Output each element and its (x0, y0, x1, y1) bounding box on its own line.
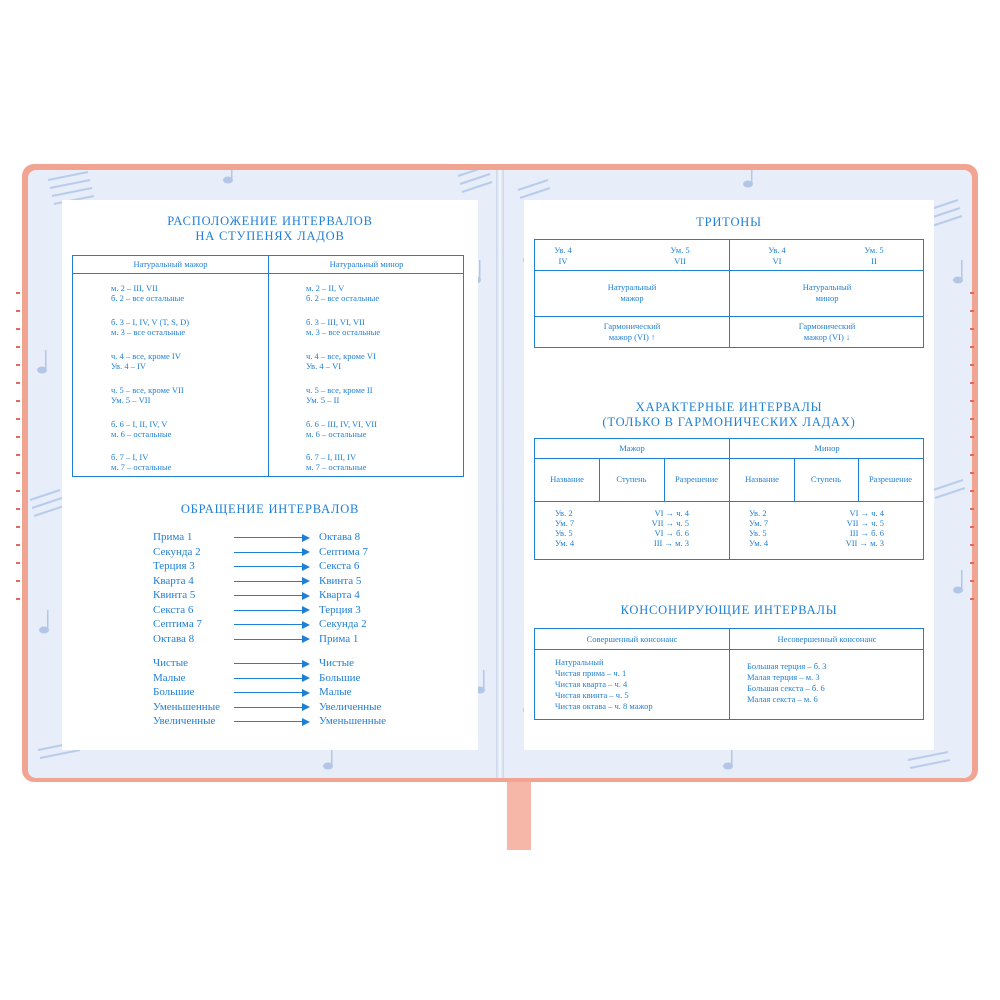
tritone-cell: IV (558, 256, 568, 266)
interval-name: Септима 7 (153, 618, 202, 630)
minor-cell: ч. 4 – все, кроме VI Ув. 4 – VI (306, 351, 376, 371)
arrow-right-icon (234, 617, 310, 632)
arrow-right-icon (234, 545, 310, 560)
interval-name: Секунда 2 (319, 618, 367, 630)
quality-name: Чистые (153, 657, 188, 669)
minor-cell: б. 6 – III, IV, VI, VII м. 6 – остальные (306, 419, 377, 439)
major-header: Натуральный мажор (133, 259, 208, 269)
minor-cell: б. 3 – III, VI, VII м. 3 – все остальные (306, 317, 381, 337)
arrow-right-icon (234, 632, 310, 647)
imperfect-list: Большая терция – б. 3 Малая терция – м. 3 Большая секста – б. 6 Малая секста – м. 6 (747, 661, 827, 704)
interval-name: Терция 3 (319, 603, 361, 616)
placement-subtitle: НА СТУПЕНЯХ ЛАДОВ (195, 229, 345, 243)
quality-name: Малые (319, 686, 352, 698)
quality-right-list (319, 656, 386, 729)
arrow-right-icon (234, 574, 310, 589)
arrow-right-icon (234, 700, 310, 715)
quality-name: Большие (153, 686, 195, 698)
interval-name: Секста 6 (153, 603, 194, 616)
quality-name: Большие (319, 671, 361, 684)
placement-title: РАСПОЛОЖЕНИЕ ИНТЕРВАЛОВ (167, 214, 373, 228)
consonant-table (534, 628, 924, 720)
inversion-title: ОБРАЩЕНИЕ ИНТЕРВАЛОВ (180, 502, 360, 516)
quality-name: Уменьшенные (319, 715, 386, 727)
column-header: Ступень (810, 474, 842, 484)
minor-cell: б. 7 – I, III, IV м. 7 – остальные (306, 452, 367, 472)
arrow-right-icon (234, 559, 310, 574)
interval-name: Квинта 5 (319, 574, 362, 587)
column-header: Название (745, 474, 779, 484)
characteristic-subtitle: (ТОЛЬКО В ГАРМОНИЧЕСКИХ ЛАДАХ) (602, 415, 856, 429)
arrow-right-icon (234, 588, 310, 603)
tritone-cell: Ув. 4 (554, 245, 572, 255)
tritone-cell: Ув. 4 (768, 245, 786, 255)
major-cell: б. 7 – I, IV м. 7 – остальные (111, 452, 172, 472)
quality-name: Увеличенные (319, 700, 382, 713)
quality-name: Уменьшенные (153, 700, 220, 713)
interval-resolutions: VI → ч. 4 VII → ч. 5 VI → б. 6 III → м. 3 (651, 508, 689, 548)
perfect-header: Совершенный консонанс (586, 634, 678, 644)
minor-header: Натуральный минор (329, 259, 404, 269)
major-cell: ч. 5 – все, кроме VII Ум. 5 – VII (111, 385, 184, 405)
interval-name: Кварта 4 (319, 589, 360, 601)
inversion-right-list (319, 530, 368, 646)
characteristic-table (534, 438, 924, 560)
arrow-right-icon (234, 656, 310, 671)
tritone-cell: Ум. 5 (864, 245, 884, 255)
tritone-cell: Натуральный минор (802, 282, 852, 303)
elastic-band-left (16, 292, 20, 602)
tritones-table (534, 239, 924, 348)
imperfect-header: Несовершенный консонанс (777, 634, 877, 644)
interval-name: Септима 7 (319, 545, 368, 558)
interval-name: Октава 8 (319, 531, 361, 543)
perfect-list: Натуральный Чистая прима – ч. 1 Чистая кварта – ч. 4 Чистая квинта – ч. 5 Чистая октава – ч. 8 мажор (555, 657, 653, 711)
major-cell: ч. 4 – все, кроме IV Ув. 4 – IV (111, 351, 181, 371)
quality-name: Малые (153, 671, 186, 684)
interval-name: Прима 1 (153, 531, 193, 543)
quality-name: Увеличенные (153, 715, 216, 727)
arrow-right-icon (234, 714, 310, 729)
elastic-band-right (970, 292, 974, 602)
major-header: Мажор (619, 443, 645, 453)
column-header: Ступень (616, 474, 647, 484)
interval-name: Секунда 2 (153, 545, 201, 558)
tritones-title: ТРИТОНЫ (696, 215, 762, 229)
consonant-title: КОНСОНИРУЮЩИЕ ИНТЕРВАЛЫ (620, 603, 838, 617)
interval-name: Секста 6 (319, 560, 360, 572)
column-header: Название (550, 474, 584, 484)
interval-names: Ув. 2 Ум. 7 Ув. 5 Ум. 4 (749, 508, 769, 548)
minor-cell: ч. 5 – все, кроме II Ум. 5 – II (306, 385, 373, 405)
characteristic-title: ХАРАКТЕРНЫЕ ИНТЕРВАЛЫ (635, 400, 823, 414)
tritone-cell: Гармонический мажор (VI) ↑ (603, 321, 661, 342)
interval-name: Октава 8 (153, 632, 195, 645)
interval-name: Терция 3 (153, 560, 195, 572)
tritone-cell: II (871, 256, 877, 266)
arrow-right-icon (234, 603, 310, 618)
left-page (62, 200, 478, 750)
interval-resolutions: VI → ч. 4 VII → ч. 5 III → б. 6 VII → м. 3 (845, 508, 884, 548)
tritone-cell: Ум. 5 (670, 245, 690, 255)
major-cell: б. 3 – I, IV, V (T, S, D) м. 3 – все остальные (111, 317, 190, 337)
minor-header: Минор (814, 443, 840, 453)
column-header: Разрешение (674, 474, 719, 484)
interval-name: Прима 1 (319, 632, 359, 645)
placement-table (72, 255, 464, 477)
major-cell: м. 2 – III, VII б. 2 – все остальные (111, 283, 185, 303)
inversion-left-list (153, 530, 202, 646)
tritone-cell: Натуральный мажор (607, 282, 657, 303)
arrow-right-icon (234, 530, 310, 545)
arrow-right-icon (234, 685, 310, 700)
bookmark-ribbon (507, 782, 531, 850)
arrow-right-icon (234, 671, 310, 686)
interval-names: Ув. 2 Ум. 7 Ув. 5 Ум. 4 (555, 508, 575, 548)
right-page (524, 200, 934, 750)
minor-cell: м. 2 – II, V б. 2 – все остальные (306, 283, 380, 303)
tritone-cell: Гармонический мажор (VI) ↓ (798, 321, 856, 342)
quality-left-list (153, 656, 220, 729)
tritone-cell: VII (674, 256, 686, 266)
interval-name: Квинта 5 (153, 589, 196, 601)
tritone-cell: VI (772, 256, 782, 266)
column-header: Разрешение (868, 474, 913, 484)
interval-name: Кварта 4 (153, 574, 194, 587)
major-cell: б. 6 – I, II, IV, V м. 6 – остальные (111, 419, 172, 439)
quality-name: Чистые (319, 657, 354, 669)
spine-gutter (496, 170, 504, 778)
